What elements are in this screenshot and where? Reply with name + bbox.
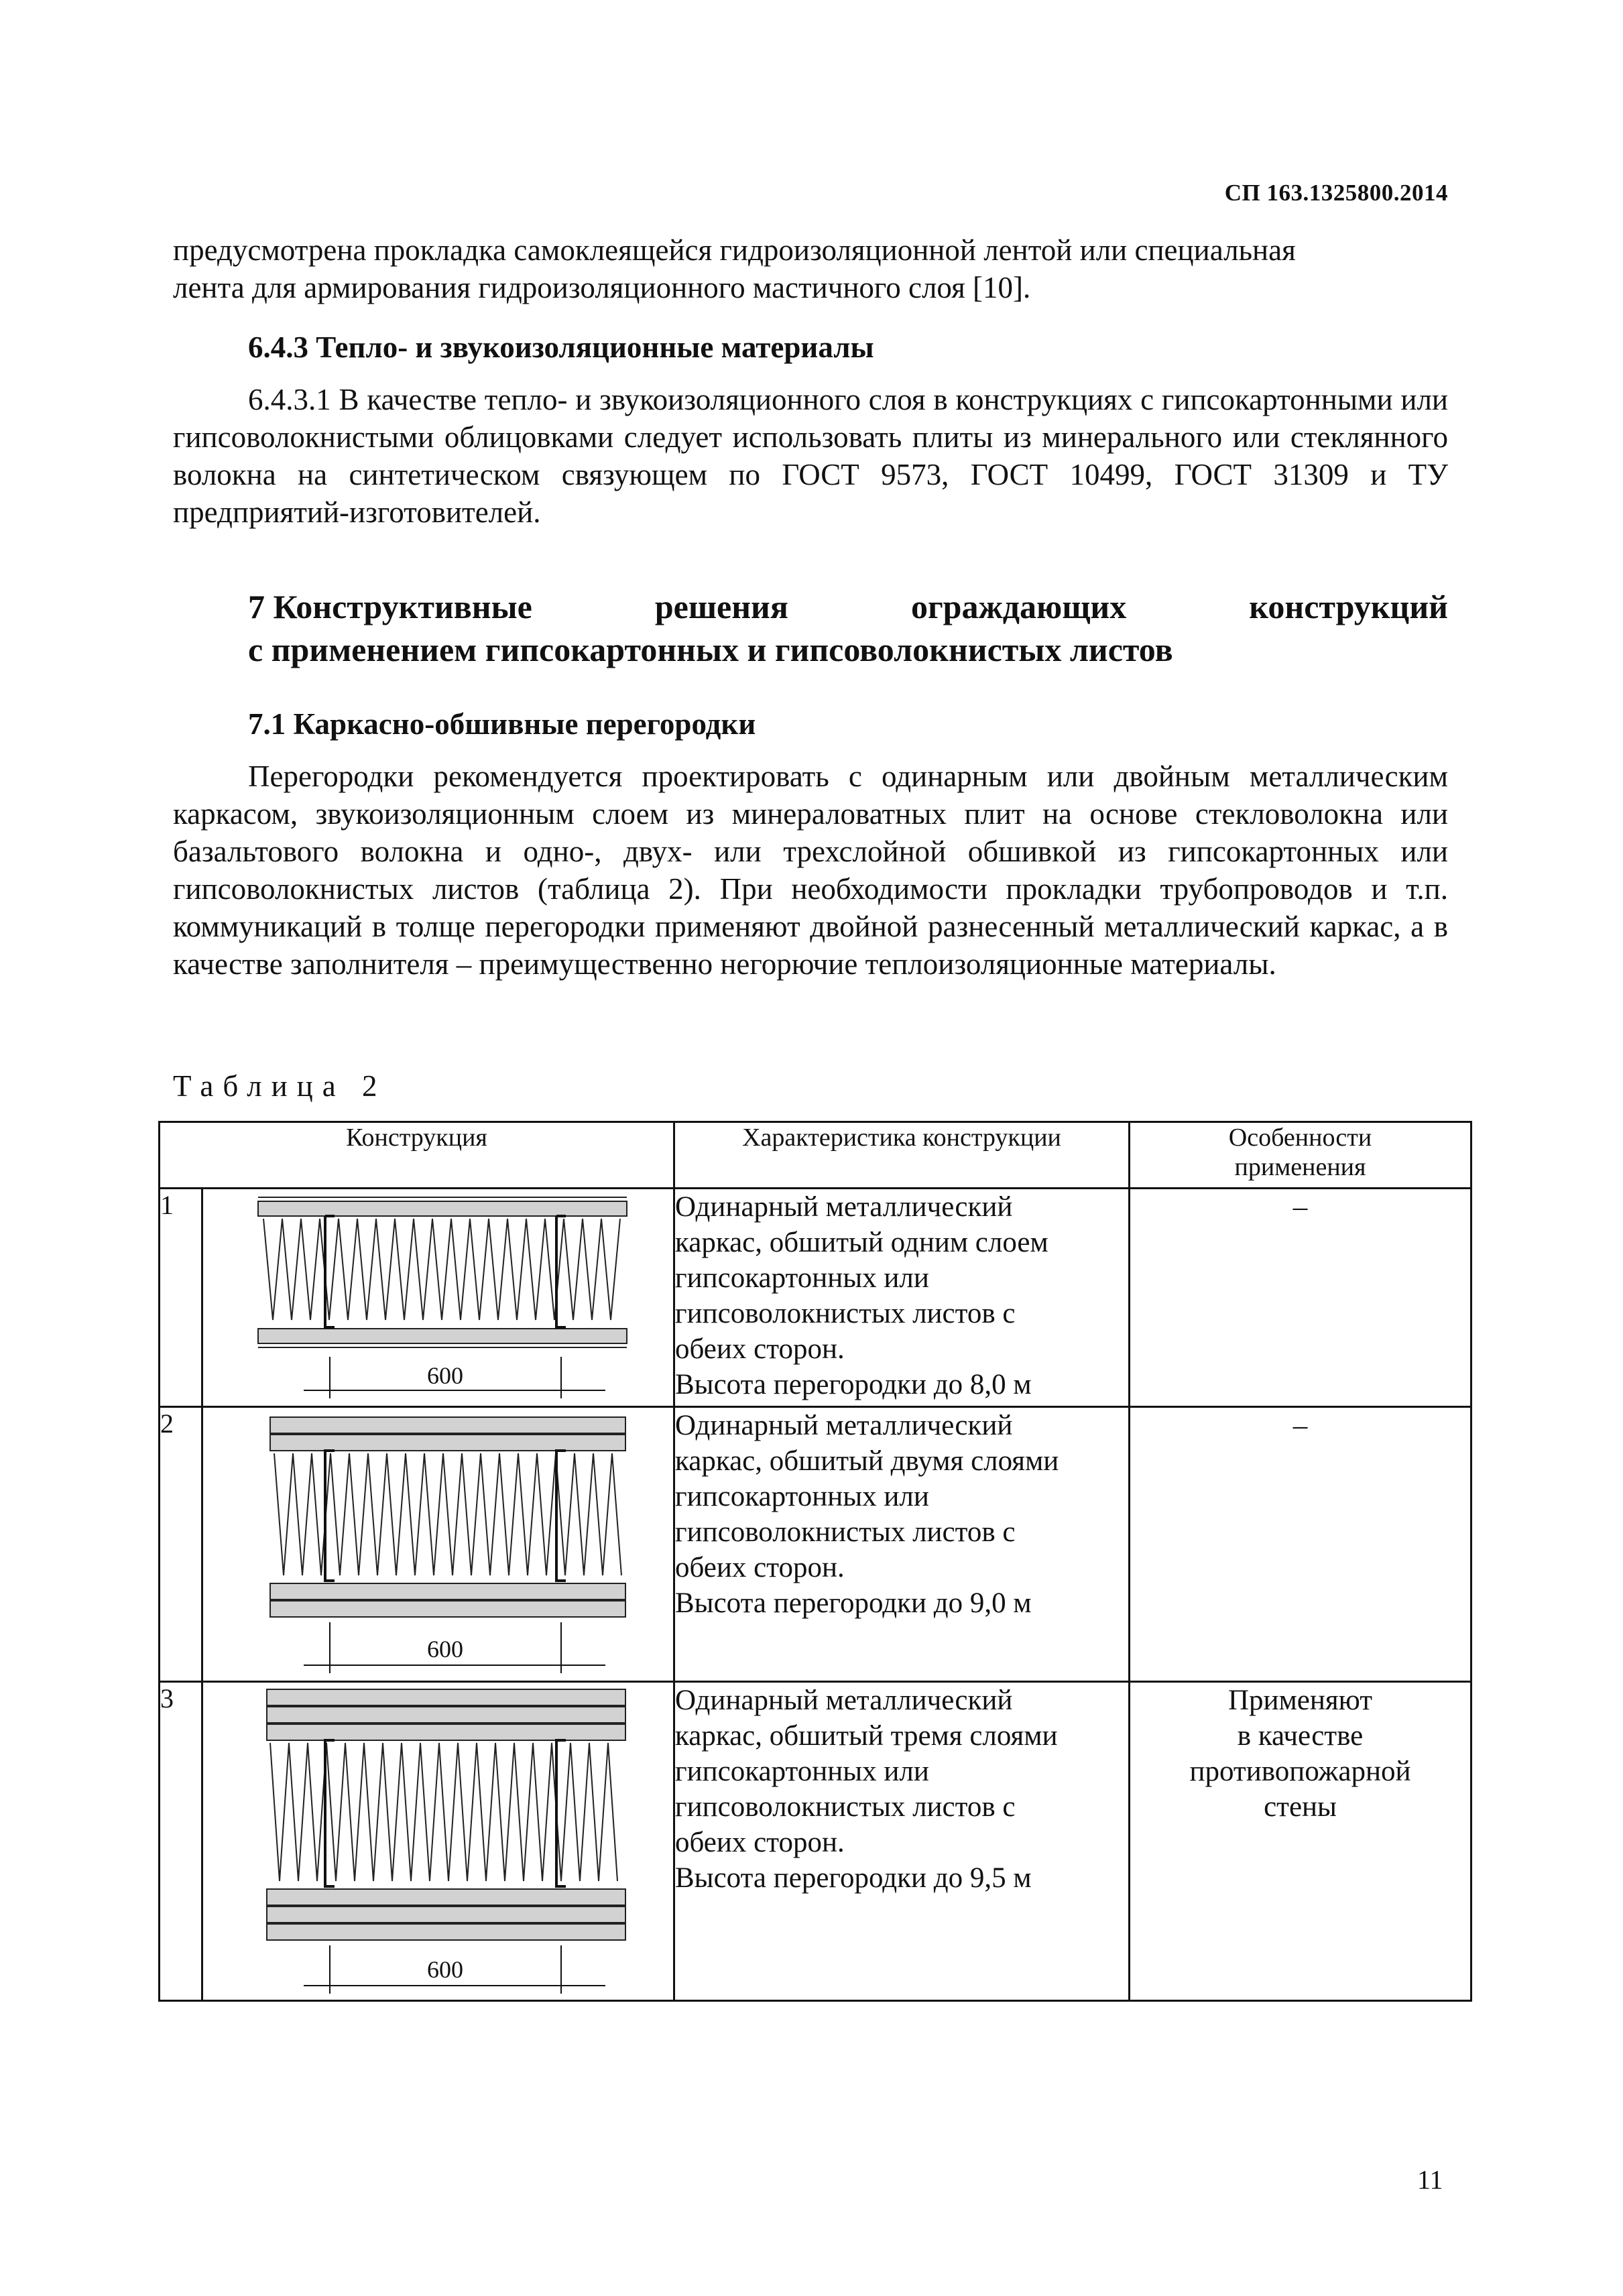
characteristic-cell	[674, 1682, 1130, 2001]
characteristic-line: Одинарный металлический	[675, 1410, 1013, 1441]
partition-drawing-1	[203, 1189, 672, 1402]
construction-drawing-cell	[202, 1189, 674, 1407]
board-layer	[270, 1583, 625, 1599]
metal-stud	[556, 1740, 566, 1886]
features-cell	[1130, 1189, 1471, 1407]
partition-drawing-2	[203, 1408, 672, 1677]
dimension-label: 600	[427, 1956, 463, 1983]
construction-drawing-cell	[202, 1407, 674, 1682]
header-construction: Конструкция	[160, 1122, 674, 1189]
characteristic-line: гипсокартонных или	[675, 1481, 929, 1512]
features-line: –	[1293, 1191, 1308, 1223]
construction-drawing-cell	[202, 1682, 674, 2001]
board-layer	[267, 1924, 625, 1940]
intro-paragraph	[173, 231, 1448, 306]
board-layer	[267, 1907, 625, 1923]
table-row	[160, 1682, 1471, 2001]
board-layer	[258, 1329, 627, 1343]
section-7-heading-line-2: с применением гипсокартонных и гипсоволокнистых листов	[248, 631, 1173, 668]
features-line: стены	[1264, 1791, 1337, 1823]
dimension-label: 600	[427, 1636, 463, 1663]
board-layer	[258, 1201, 627, 1216]
characteristic-line: гипсоволокнистых листов с	[675, 1791, 1016, 1823]
characteristic-line: каркас, обшитый двумя слоями	[675, 1445, 1059, 1477]
header-features	[1130, 1122, 1471, 1189]
section-7-heading	[248, 585, 1448, 671]
characteristic-cell	[674, 1407, 1130, 1682]
metal-stud	[556, 1216, 566, 1327]
characteristic-line: гипсокартонных или	[675, 1262, 929, 1294]
table-header-row	[160, 1122, 1471, 1189]
row-number: 2	[160, 1407, 202, 1682]
board-layer	[267, 1889, 625, 1905]
characteristic-line: обеих сторон.	[675, 1552, 845, 1583]
row-number: 1	[160, 1189, 202, 1407]
characteristic-line: Высота перегородки до 8,0 м	[675, 1369, 1032, 1400]
characteristic-line: обеих сторон.	[675, 1333, 845, 1365]
table-caption: Таблица 2	[173, 1069, 387, 1103]
section-7-heading-line-1	[248, 585, 1448, 628]
characteristic-line: Высота перегородки до 9,0 м	[675, 1587, 1032, 1619]
header-features-line-2: применения	[1234, 1153, 1366, 1181]
characteristic-line: каркас, обшитый тремя слоями	[675, 1720, 1058, 1752]
heading-word: конструкций	[1249, 588, 1448, 625]
characteristic-line: Одинарный металлический	[675, 1191, 1013, 1223]
characteristic-line: гипсокартонных или	[675, 1756, 929, 1787]
features-line: в качестве	[1237, 1720, 1364, 1752]
board-layer	[267, 1724, 625, 1740]
heading-word: ограждающих	[910, 588, 1127, 625]
subsection-643-paragraph: 6.4.3.1 В качестве тепло- и звукоизоляционного слоя в конструкциях с гипсокартонными или гипсоволокнистыми облицовками следует использовать плиты из минерального или стеклянного волокна на синтетическом связующем по ГОСТ 9573, ГОСТ 10499, ГОСТ 31309 и ТУ предприятий-изготовителей.	[173, 383, 1448, 529]
document-code: СП 163.1325800.2014	[1224, 180, 1448, 206]
features-cell	[1130, 1682, 1471, 2001]
table-row	[160, 1407, 1471, 1682]
metal-stud	[325, 1740, 335, 1886]
characteristic-line: обеих сторон.	[675, 1827, 845, 1858]
header-features-line-1: Особенности	[1228, 1124, 1372, 1152]
characteristic-line: каркас, обшитый одним слоем	[675, 1227, 1048, 1258]
intro-line-2: лента для армирования гидроизоляционного мастичного слоя [10].	[173, 271, 1031, 304]
insulation-zigzag	[263, 1219, 620, 1320]
board-layer	[270, 1601, 625, 1617]
heading-word: 7 Конструктивные	[248, 588, 532, 625]
characteristic-line: гипсоволокнистых листов с	[675, 1298, 1016, 1329]
row-number: 3	[160, 1682, 202, 2001]
heading-word: решения	[654, 588, 788, 625]
subsection-71-heading: 7.1 Каркасно-обшивные перегородки	[248, 707, 756, 741]
features-line: –	[1293, 1410, 1308, 1441]
subsection-71-paragraph: Перегородки рекомендуется проектировать с одинарным или двойным металлическим каркасом, звукоизоляционным слоем из минераловатных плит на основе стекловолокна или базальтового волокна и одно-, двух- или трехслойной обшивкой из гипсокартонных или гипсоволокнистых листов (таблица 2). При необходимости прокладки трубопроводов и т.п. коммуникаций в толще перегородки применяют двойной разнесенный металлический каркас, а в качестве заполнителя – преимущественно негорючие теплоизоляционные материалы.	[173, 760, 1448, 981]
partition-drawing-3	[203, 1683, 672, 1996]
dimension-label: 600	[427, 1362, 463, 1389]
subsection-643-heading: 6.4.3 Тепло- и звукоизоляционные материалы	[248, 330, 874, 364]
characteristic-cell	[674, 1189, 1130, 1407]
board-layer	[270, 1417, 625, 1433]
intro-line-1: предусмотрена прокладка самоклеящейся гидроизоляционной лентой или специальная	[173, 233, 1296, 267]
features-line: противопожарной	[1189, 1756, 1411, 1787]
board-layer	[267, 1689, 625, 1705]
characteristic-line: Высота перегородки до 9,5 м	[675, 1862, 1032, 1894]
insulation-zigzag	[270, 1743, 617, 1881]
board-layer	[267, 1707, 625, 1723]
board-layer	[270, 1435, 625, 1451]
construction-table	[158, 1121, 1472, 2002]
characteristic-line: Одинарный металлический	[675, 1685, 1013, 1716]
features-cell	[1130, 1407, 1471, 1682]
features-line: Применяют	[1228, 1685, 1372, 1716]
table-row	[160, 1189, 1471, 1407]
header-characteristic: Характеристика конструкции	[674, 1122, 1130, 1189]
characteristic-line: гипсоволокнистых листов с	[675, 1516, 1016, 1548]
page-number: 11	[1417, 2165, 1443, 2195]
